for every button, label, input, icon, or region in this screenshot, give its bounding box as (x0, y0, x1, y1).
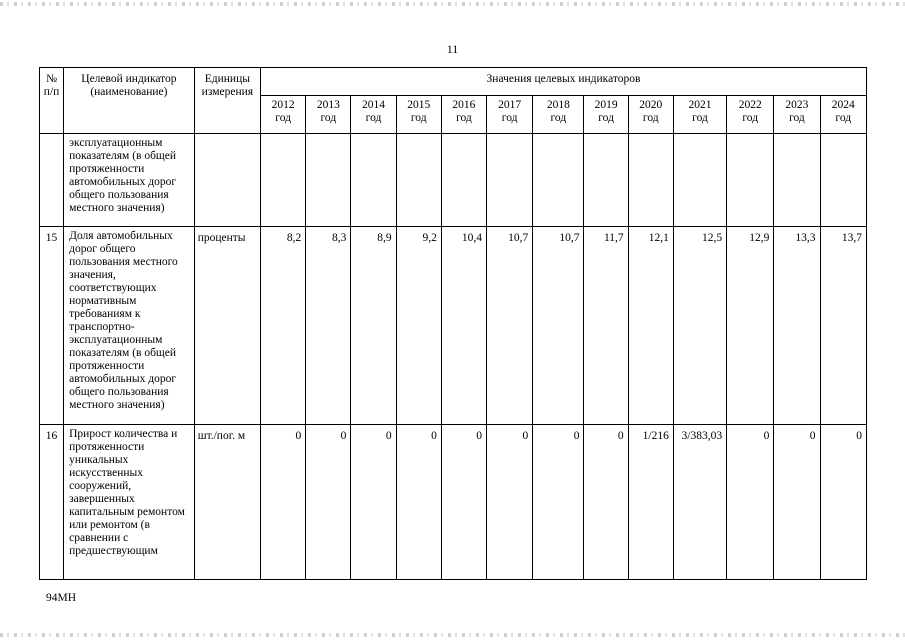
indicator-value: 13,3 (774, 227, 820, 425)
year-label: 2020 (639, 99, 663, 111)
year-header (628, 96, 673, 134)
year-suffix: год (410, 112, 427, 124)
year-header (584, 96, 628, 134)
indicator-name: эксплуатационным показателям (в общей протяженности автомобильных дорог общего пользования местного значения) (64, 134, 195, 227)
indicator-value (533, 134, 584, 227)
indicator-value: 0 (306, 425, 351, 580)
indicator-value: 0 (351, 425, 396, 580)
indicator-value: 0 (820, 425, 866, 580)
indicator-unit (194, 134, 260, 227)
indicator-value: 0 (533, 425, 584, 580)
indicator-value: 0 (261, 425, 306, 580)
year-suffix: год (642, 112, 659, 124)
year-label: 2021 (688, 99, 712, 111)
table-row (40, 425, 867, 580)
year-suffix: год (692, 112, 708, 124)
indicator-value (351, 134, 396, 227)
table-body (40, 134, 867, 580)
indicator-value: 0 (396, 425, 441, 580)
indicator-value: 11,7 (584, 227, 628, 425)
year-suffix: год (835, 112, 852, 124)
year-header (261, 96, 306, 134)
year-suffix: год (456, 112, 472, 124)
header-indicator-name: Целевой индикатор (наименование) (64, 68, 195, 134)
year-label: 2023 (785, 99, 809, 111)
row-number: 15 (40, 227, 64, 425)
year-label: 2024 (831, 99, 855, 111)
indicator-value (628, 134, 673, 227)
year-suffix: год (320, 112, 337, 124)
indicator-value (673, 134, 726, 227)
page-number: 11 (446, 42, 459, 56)
year-header (351, 96, 396, 134)
indicator-name: Прирост количества и протяженности уникальных искусственных сооружений, завершенных капитальным ремонтом или ремонтом (в сравнении с предшествующим (64, 425, 195, 580)
indicator-unit: шт./пог. м (194, 425, 260, 580)
year-header (441, 96, 486, 134)
indicator-value: 12,5 (673, 227, 726, 425)
indicator-value: 0 (727, 425, 774, 580)
year-suffix: год (365, 112, 382, 124)
indicator-value: 3/383,03 (673, 425, 726, 580)
header-num: № п/п (40, 68, 64, 134)
footer-document-code: 94МН (46, 592, 77, 604)
scan-noise-top (0, 2, 905, 6)
indicator-value: 0 (487, 425, 533, 580)
indicator-value: 9,2 (396, 227, 441, 425)
indicator-value: 1/216 (628, 425, 673, 580)
indicator-value: 13,7 (820, 227, 866, 425)
indicator-value: 12,9 (727, 227, 774, 425)
indicator-value: 10,7 (533, 227, 584, 425)
indicator-value: 8,9 (351, 227, 396, 425)
year-header (673, 96, 726, 134)
indicator-value (487, 134, 533, 227)
year-suffix: год (598, 112, 614, 124)
indicator-value: 8,3 (306, 227, 351, 425)
indicator-value (306, 134, 351, 227)
indicator-value (441, 134, 486, 227)
indicator-value (396, 134, 441, 227)
indicator-value (820, 134, 866, 227)
year-suffix: год (275, 112, 291, 124)
year-label: 2016 (452, 99, 476, 111)
year-label: 2014 (362, 99, 386, 111)
year-label: 2015 (407, 99, 431, 111)
year-label: 2017 (498, 99, 522, 111)
row-number (40, 134, 64, 227)
indicator-value: 8,2 (261, 227, 306, 425)
year-header (396, 96, 441, 134)
indicator-value (774, 134, 820, 227)
year-label: 2013 (316, 99, 340, 111)
indicator-value: 0 (441, 425, 486, 580)
header-units: Единицы измерения (194, 68, 260, 134)
year-header (820, 96, 866, 134)
year-header (306, 96, 351, 134)
year-label: 2012 (271, 99, 295, 111)
table-row (40, 134, 867, 227)
indicator-name: Доля автомобильных дорог общего пользования местного значения, соответствующих нормативным требованиям к транспортно-эксплуатационным показателям (в общей протяженности автомобильных дорог общего пользования местного значения) (64, 227, 195, 425)
target-indicators-table (39, 67, 867, 580)
row-number: 16 (40, 425, 64, 580)
indicator-unit: проценты (194, 227, 260, 425)
indicator-value (727, 134, 774, 227)
year-suffix: год (501, 112, 518, 124)
year-header (727, 96, 774, 134)
header-values-group: Значения целевых индикаторов (261, 68, 867, 96)
indicator-value: 0 (584, 425, 628, 580)
year-header (487, 96, 533, 134)
indicator-value (584, 134, 628, 227)
scan-noise-bottom (0, 633, 905, 637)
year-header (774, 96, 820, 134)
year-suffix: год (789, 112, 805, 124)
indicator-value: 10,4 (441, 227, 486, 425)
indicator-value: 10,7 (487, 227, 533, 425)
year-label: 2019 (594, 99, 618, 111)
indicator-value: 0 (774, 425, 820, 580)
year-header (533, 96, 584, 134)
indicator-value (261, 134, 306, 227)
year-label: 2018 (546, 99, 570, 111)
indicator-value: 12,1 (628, 227, 673, 425)
year-suffix: год (550, 112, 567, 124)
year-label: 2022 (738, 99, 762, 111)
year-suffix: год (742, 112, 759, 124)
table-row (40, 227, 867, 425)
